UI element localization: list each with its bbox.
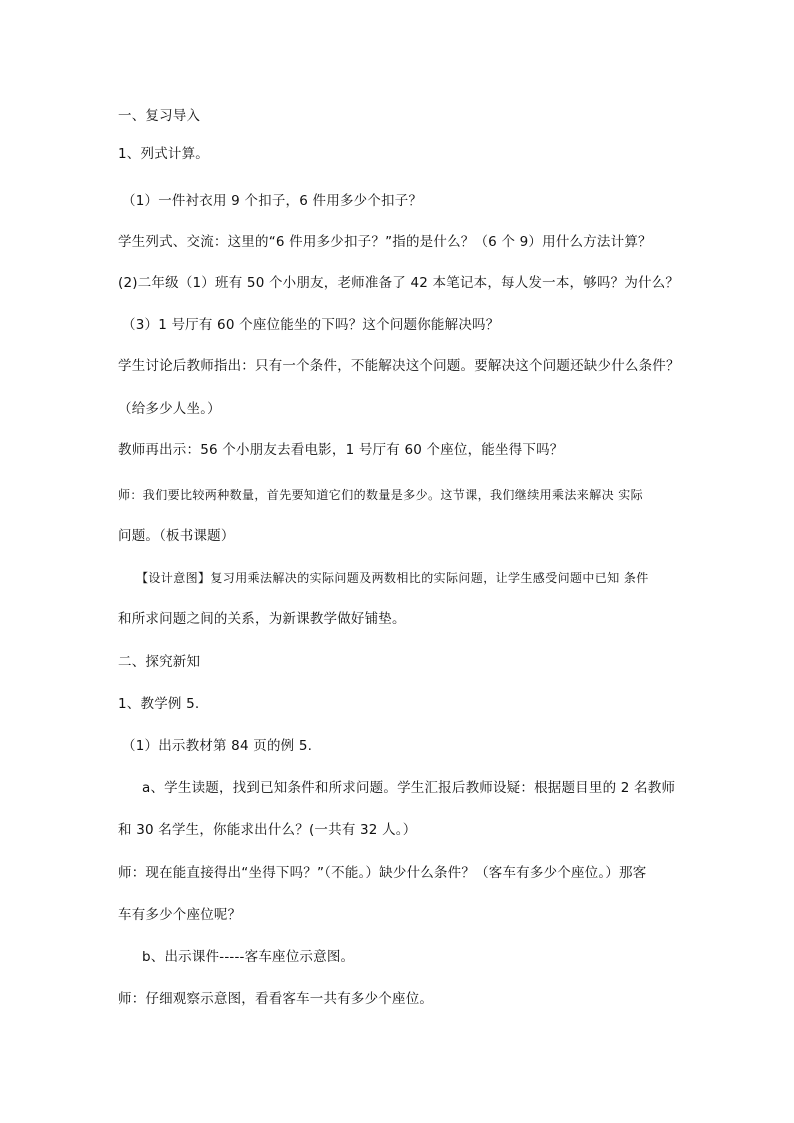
- section-heading-explore: 二、探究新知: [118, 654, 201, 670]
- paragraph-line: 车有多少个座位呢？: [118, 907, 242, 923]
- paragraph-line: a、学生读题，找到已知条件和所求问题。学生汇报后教师设疑：根据题目里的 2 名教师: [142, 780, 676, 796]
- design-intent-line: 【设计意图】复习用乘法解决的实际问题及两数相比的实际问题，让学生感受问题中已知 条件: [136, 571, 649, 585]
- paragraph-line: 和 30 名学生，你能求出什么？(一共有 32 人。）: [118, 822, 417, 838]
- paragraph-line: （3）1 号厅有 60 个座位能坐的下吗？这个问题你能解决吗？: [122, 317, 500, 333]
- paragraph-line: 师：现在能直接得出“坐得下吗？”（不能。）缺少什么条件？（客车有多少个座位。）那客: [118, 865, 647, 881]
- paragraph-line: （给多少人坐。）: [118, 401, 221, 417]
- paragraph-line: （1）一件衬衣用 9 个扣子，6 件用多少个扣子？: [122, 193, 423, 209]
- paragraph-line: （1）出示教材第 84 页的例 5.: [122, 738, 313, 754]
- paragraph-line: 1、教学例 5.: [118, 696, 200, 712]
- paragraph-line: 问题。（板书课题）: [118, 528, 235, 544]
- paragraph-line: 1、列式计算。: [118, 146, 209, 162]
- design-intent-line: 和所求问题之间的关系，为新课教学做好铺垫。: [118, 611, 406, 627]
- paragraph-line: 教师再出示：56 个小朋友去看电影，1 号厅有 60 个座位，能坐得下吗？: [118, 442, 564, 458]
- paragraph-line: 师：我们要比较两种数量，首先要知道它们的数量是多少。这节课，我们继续用乘法来解决 实际: [118, 488, 644, 502]
- paragraph-line: 学生讨论后教师指出：只有一个条件，不能解决这个问题。要解决这个问题还缺少什么条件？: [118, 358, 680, 374]
- paragraph-line: (2)二年级（1）班有 50 个小朋友，老师准备了 42 本笔记本，每人发一本，够吗？为什么？: [118, 275, 680, 291]
- paragraph-line: 学生列式、交流：这里的“6 件用多少扣子？”指的是什么？（6 个 9）用什么方法计算？: [118, 234, 652, 250]
- paragraph-line: b、出示课件-----客车座位示意图。: [142, 949, 355, 965]
- paragraph-line: 师：仔细观察示意图，看看客车一共有多少个座位。: [118, 991, 434, 1007]
- section-heading-review: 一、复习导入: [118, 108, 201, 124]
